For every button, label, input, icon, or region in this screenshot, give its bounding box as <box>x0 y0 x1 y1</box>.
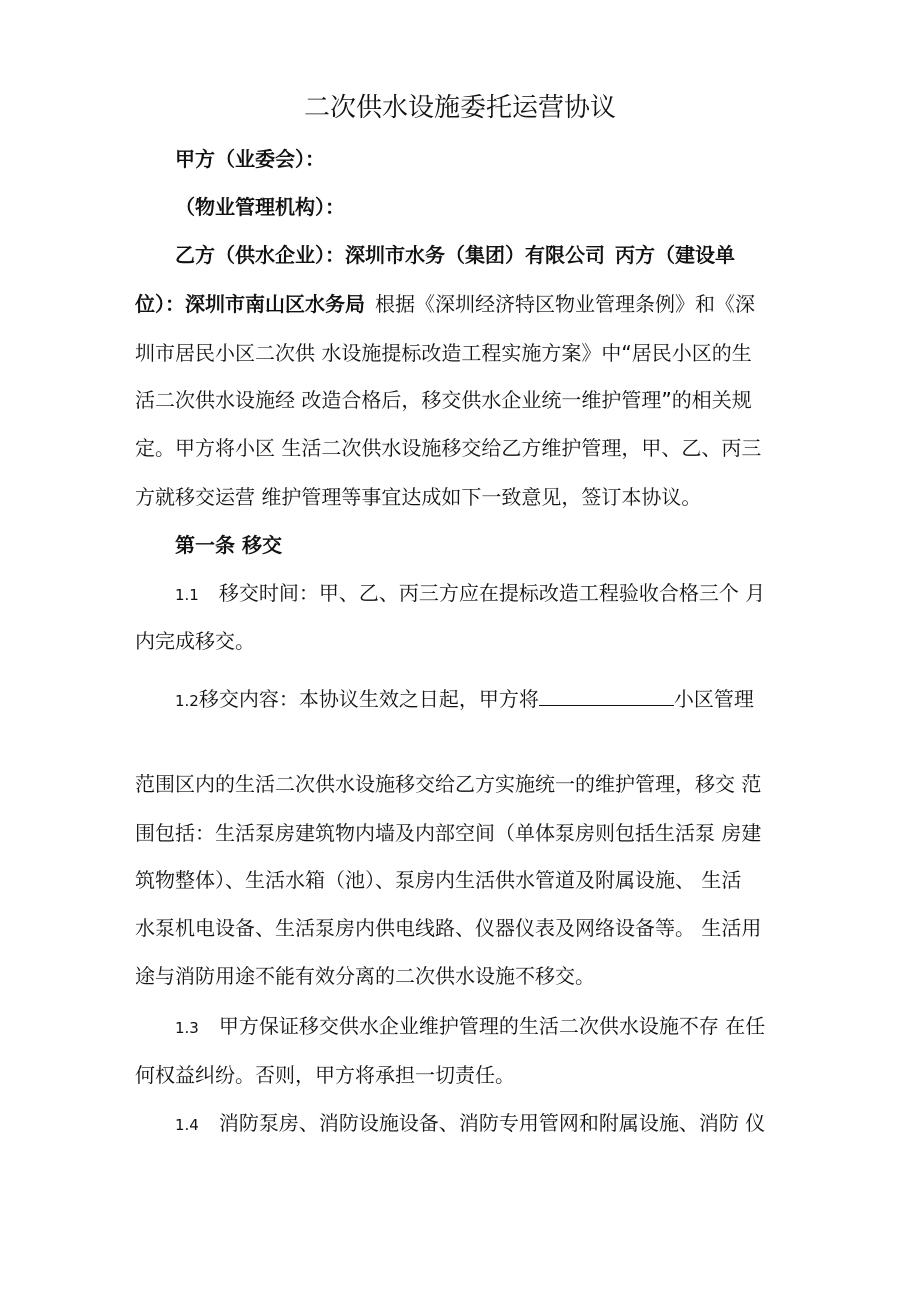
preamble-line-2: 圳市居民小区二次供 水设施提标改造工程实施方案》中“居民小区的生 <box>135 341 752 365</box>
clause-1-2-line-1 <box>175 685 754 714</box>
clause-1-4-number: 1.4 <box>175 1116 199 1134</box>
preamble-line-3: 活二次供水设施经 改造合格后，移交供水企业统一维护管理”的相关规 <box>135 388 752 412</box>
clause-1-3-text: 甲方保证移交供水企业维护管理的生活二次供水设施不存 在任 <box>218 1014 766 1038</box>
clause-1-4-text: 消防泵房、消防设施设备、消防专用管网和附属设施、消防 仪 <box>218 1111 766 1135</box>
preamble-line-4: 定。甲方将小区 生活二次供水设施移交给乙方维护管理，甲、乙、丙三 <box>135 436 762 460</box>
clause-1-2-line-2: 范围区内的生活二次供水设施移交给乙方实施统一的维护管理，移交 范 <box>135 772 762 796</box>
clause-1-4-line-1 <box>175 1110 765 1138</box>
party-a-label: 甲方（业委会）： <box>175 147 325 171</box>
fill-in-blank-community[interactable] <box>539 685 674 706</box>
clause-1-1-text: 移交时间：甲、乙、丙三方应在提标改造工程验收合格三个 月 <box>218 581 766 605</box>
preamble-line-5: 方就移交运营 维护管理等事宜达成如下一致意见，签订本协议。 <box>135 485 702 509</box>
clause-1-2-line-5: 水泵机电设备、生活泵房内供电线路、仪器仪表及网络设备等。 生活用 <box>135 916 762 940</box>
clause-1-3-line-1 <box>175 1013 765 1041</box>
clause-1-2-text-b: 小区管理 <box>673 687 754 711</box>
clause-1-3-line-2: 何权益纠纷。否则，甲方将承担一切责任。 <box>135 1063 515 1087</box>
clause-1-3-number: 1.3 <box>175 1019 199 1037</box>
article-1-heading: 第一条 移交 <box>175 533 282 557</box>
clause-1-2-line-4: 筑物整体）、生活水箱（池）、泵房内生活供水管道及附属设施、 生活 <box>135 868 742 892</box>
party-b-label: 乙方（供水企业）：深圳市水务（集团）有限公司 <box>175 243 605 267</box>
preamble-text: 根据《深圳经济特区物业管理条例》和《深 <box>375 292 755 316</box>
parties-line-1 <box>175 242 735 268</box>
clause-1-2-line-6: 途与消防用途不能有效分离的二次供水设施不移交。 <box>135 964 595 988</box>
clause-1-2-text-a: 移交内容：本协议生效之日起，甲方将 <box>198 687 539 711</box>
clause-1-2-line-3: 围包括：生活泵房建筑物内墙及内部空间（单体泵房则包括生活泵 房建 <box>135 821 762 845</box>
party-c-label-start: 丙方（建设单 <box>615 243 735 267</box>
clause-1-1-line-2: 内完成移交。 <box>135 629 255 653</box>
document-title: 二次供水设施委托运营协议 <box>303 93 616 123</box>
clause-1-1-number: 1.1 <box>175 586 199 604</box>
clause-1-1-line-1 <box>175 580 765 608</box>
property-label: （物业管理机构）： <box>175 195 345 219</box>
clause-1-2-number: 1.2 <box>175 692 199 710</box>
preamble-line-1 <box>135 291 755 317</box>
party-c-label-end: 位）：深圳市南山区水务局 <box>135 292 365 316</box>
